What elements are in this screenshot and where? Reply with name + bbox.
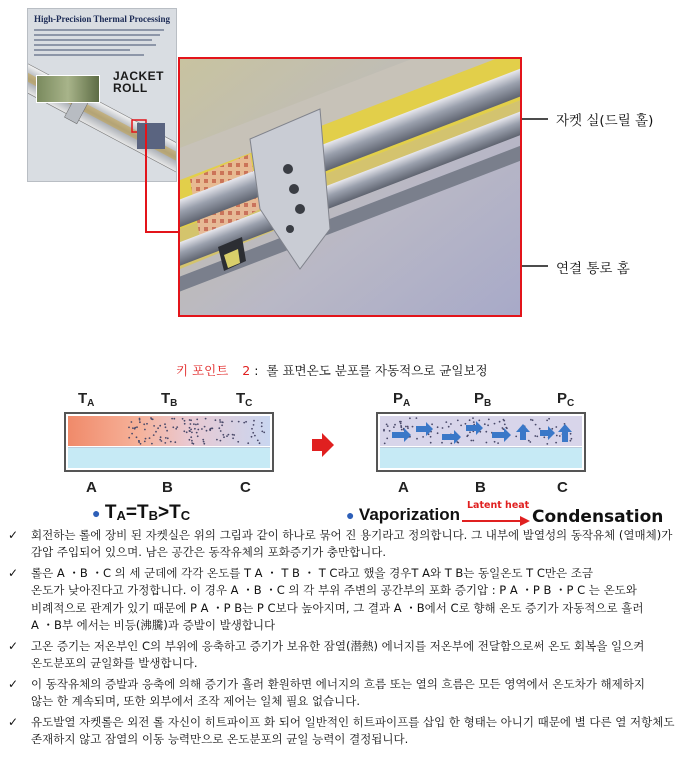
- bullet-text-line: 감압 주입되어 있으며. 남은 공간은 동작유체의 포화증기가 충만합니다.: [31, 545, 387, 560]
- key-point-tag: 키 포인트: [176, 363, 229, 378]
- latent-heat-arrow-icon: [460, 515, 532, 527]
- working-fluid-band: [380, 447, 582, 468]
- vapor-flow-arrows: [380, 416, 582, 446]
- bullet-item: [8, 565, 674, 635]
- bullet-item: [8, 676, 674, 711]
- vapor-dots: [68, 416, 270, 446]
- checkmark-icon: ✓: [8, 676, 19, 691]
- label-pressure-a: $P_A$: [393, 390, 411, 409]
- flow-arrow-icon: [416, 422, 433, 436]
- bullet-text-line: 비례적으로 관계가 있기 때문에 P A ・P B는 P C보다 높아지며, 그 결과 A ・B에서 C로 향해 온도 증기가 자동적으로 흘러: [31, 600, 644, 615]
- vapor-flow-band: [380, 416, 582, 446]
- key-point-heading: 키 포인트 2 : 롤 표면온도 분포를 자동적으로 균일보정: [176, 363, 488, 378]
- label-jacket-chamber: 자켓 실(드릴 홀): [556, 113, 654, 129]
- checkmark-icon: ✓: [8, 714, 19, 729]
- label-connection-channel: 연결 통로 홈: [556, 261, 630, 277]
- brochure-badge: [137, 123, 165, 149]
- temperature-gradient-band: [68, 416, 270, 446]
- key-point-text: 롤 표면온도 분포를 자동적으로 균일보정: [266, 363, 488, 378]
- label-position-c: C: [557, 479, 568, 496]
- logo-line-jacket: JACKET: [113, 69, 165, 83]
- brochure-photo: [36, 75, 100, 103]
- jacket-roll-closeup: [178, 57, 522, 317]
- bullet-dot-icon: ●: [92, 505, 101, 521]
- bullet-text-line: 고온 증기는 저온부인 C의 부위에 응축하고 증기가 보유한 잠열(潜熱) 에너지를 저온부에 전달함으로써 온도 회복을 일으켜: [31, 638, 645, 653]
- label-temp-a: $T_A$: [78, 390, 95, 409]
- flow-arrow-icon: [516, 424, 530, 440]
- brochure-logo: [113, 70, 169, 94]
- label-position-b: B: [475, 479, 486, 496]
- bullet-dot-icon: ●: [346, 507, 355, 523]
- bullet-text-line: 온도가 낮아진다고 가정합니다. 이 경우 A ・B ・C 의 각 부위 주변의 공간부의 포화 증기압 : P A ・P B ・P C 는 온도와: [31, 583, 637, 598]
- logo-line-roll: ROLL: [113, 81, 148, 95]
- checkmark-icon: ✓: [8, 528, 19, 542]
- bullet-text-line: 온도분포의 균일화를 발생합니다.: [31, 656, 198, 671]
- bullet-text-line: 회전하는 롤에 장비 된 자켓실은 위의 그림과 같이 하나로 묶어 진 용기라고 정의합니다. 그 내부에 발열성의 동작유체 (열매체)가: [31, 528, 673, 542]
- bullet-item: [8, 527, 674, 562]
- vaporization-label: ● Vaporization: [346, 505, 460, 524]
- bullet-text-line: 않는 한 계속되며, 또한 외부에서 조작 제어는 일체 필요 없습니다.: [31, 694, 361, 709]
- bullet-item: [8, 714, 674, 749]
- label-pressure-b: $P_B$: [474, 390, 492, 409]
- bullet-text-line: 이 동작유체의 증발과 응축에 의해 증기가 흘러 환원하면 에너지의 흐름 또는 열의 흐름은 모든 영역에서 온도차가 해제하지: [31, 676, 645, 691]
- label-position-a: A: [398, 479, 409, 496]
- temperature-formula: ● $T_A=T_B>T_C$: [92, 502, 191, 523]
- checkmark-icon: ✓: [8, 566, 19, 580]
- closeup-illustration: [180, 59, 522, 317]
- pressure-flow-box: [376, 412, 586, 472]
- working-fluid-band: [68, 447, 270, 468]
- condensation-label: Condensation: [532, 507, 664, 527]
- bullet-text-line: 롤은 A ・B ・C 의 세 군데에 각각 온도를 T A ・ T B ・ T C라고 했을 경우T A와 T B는 동일온도 T C만은 조금: [31, 566, 593, 580]
- label-position-b: B: [162, 479, 173, 496]
- brochure-title: High-Precision Thermal Processing: [34, 14, 170, 24]
- temperature-distribution-box: [64, 412, 274, 472]
- label-position-c: C: [240, 479, 251, 496]
- bullet-text-line: 유도발열 자켓롤은 외전 롤 자신이 히트파이프 화 되어 일반적인 히트파이프를 삽입 한 형태는 아니기 때문에 별 다른 열 저항체도: [31, 714, 675, 729]
- bullet-text-line: A ・B부 에서는 비등(沸騰)과 증발이 발생합니다: [31, 618, 276, 633]
- label-temp-b: $T_B$: [161, 390, 178, 409]
- label-pressure-c: $P_C$: [557, 390, 575, 409]
- brochure-thumbnail: [27, 8, 177, 182]
- transition-arrow-icon: [310, 432, 336, 458]
- bullet-text-line: 존재하지 않고 잠열의 이동 능력만으로 온도분포의 균일 능력이 결정됩니다.: [31, 732, 409, 747]
- flow-arrow-icon: [492, 428, 511, 442]
- key-point-number: 2: [242, 363, 251, 378]
- checkmark-icon: ✓: [8, 638, 19, 653]
- label-position-a: A: [86, 479, 97, 496]
- latent-heat-label: Latent heat: [467, 500, 530, 511]
- bullet-item: [8, 638, 674, 673]
- label-temp-c: $T_C$: [236, 390, 253, 409]
- flow-arrow-icon: [466, 421, 483, 435]
- explanation-list: [8, 527, 674, 752]
- flow-arrow-icon: [558, 424, 572, 442]
